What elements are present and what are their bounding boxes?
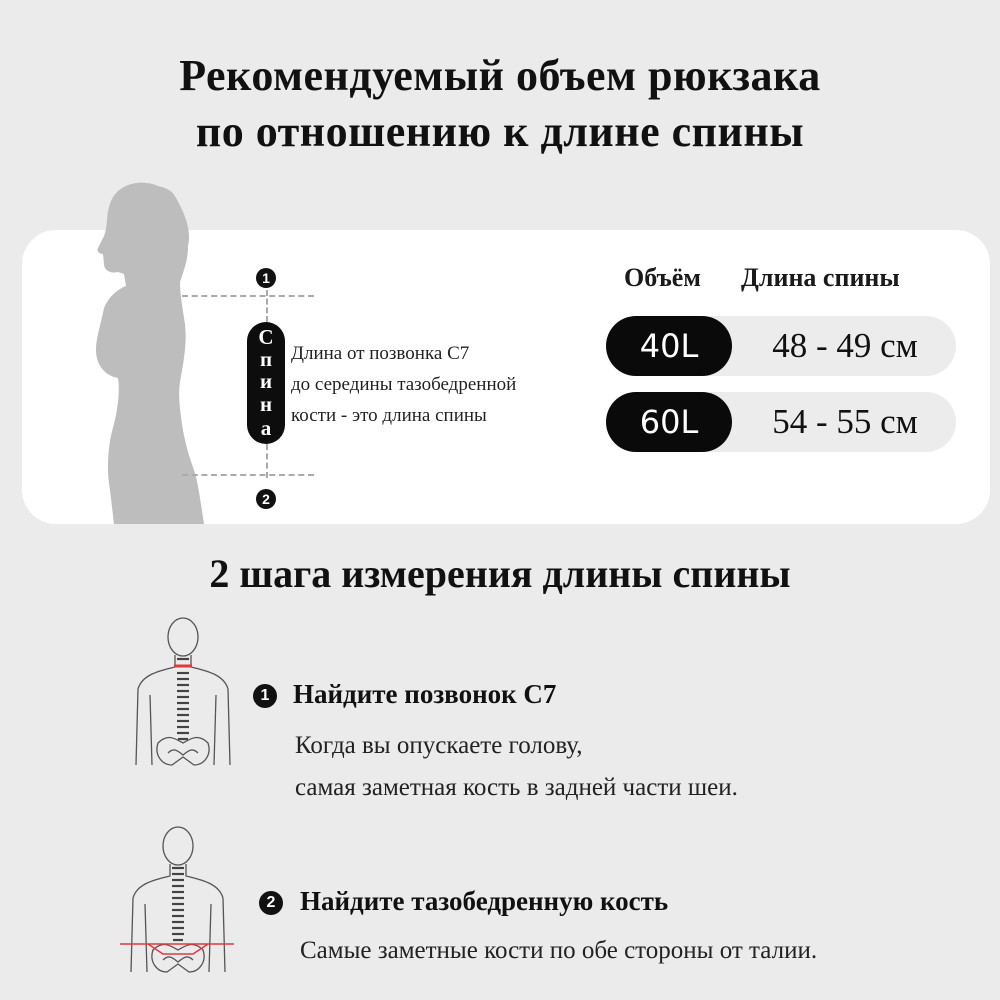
marker-2: 2 [256, 489, 276, 509]
pill-letter: С [258, 325, 274, 349]
step-description [300, 930, 817, 972]
measure-line-bottom [266, 444, 268, 478]
description-line: Длина от позвонка С7 [291, 343, 470, 364]
description-line: до середины тазобедренной [291, 374, 517, 395]
title-line-2: по отношению к длине спины [195, 107, 805, 156]
back-length-value: 48 - 49 см [772, 326, 918, 365]
spine-hip-icon [118, 822, 238, 1000]
pill-letter: а [260, 416, 272, 440]
pill-letter: и [259, 369, 273, 393]
marker-1: 1 [256, 268, 276, 288]
title-line-1: Рекомендуемый объем рюкзака [179, 51, 821, 100]
volume-badge: 60L [606, 392, 732, 452]
spine-c7-icon [128, 615, 238, 805]
step-description [295, 725, 738, 809]
pill-letter: н [259, 392, 273, 416]
top-guide-line [182, 295, 314, 297]
pill-letter: п [259, 347, 273, 371]
step-number-badge: 1 [253, 684, 277, 708]
woman-silhouette-icon [80, 178, 210, 524]
step-number-badge: 2 [259, 891, 283, 915]
header-back-length: Длина спины [741, 263, 900, 292]
section-subtitle: 2 шага измерения длины спины [209, 551, 791, 596]
description-line: кости - это длина спины [291, 405, 487, 426]
page-title [0, 48, 1000, 160]
back-length-value: 54 - 55 см [772, 402, 918, 441]
bottom-guide-line [182, 474, 314, 476]
step-description-line: Когда вы опускаете голову, [295, 732, 583, 759]
step-heading: Найдите тазобедренную кость [300, 886, 669, 916]
step-description-line: Самые заметные кости по обе стороны от талии. [300, 937, 818, 964]
back-length-description [291, 338, 516, 431]
header-volume: Объём [624, 263, 701, 292]
step-heading: Найдите позвонок С7 [293, 679, 557, 709]
step-description-line: самая заметная кость в задней части шеи. [295, 774, 738, 801]
measure-line-top [266, 290, 268, 322]
volume-badge: 40L [606, 316, 732, 376]
